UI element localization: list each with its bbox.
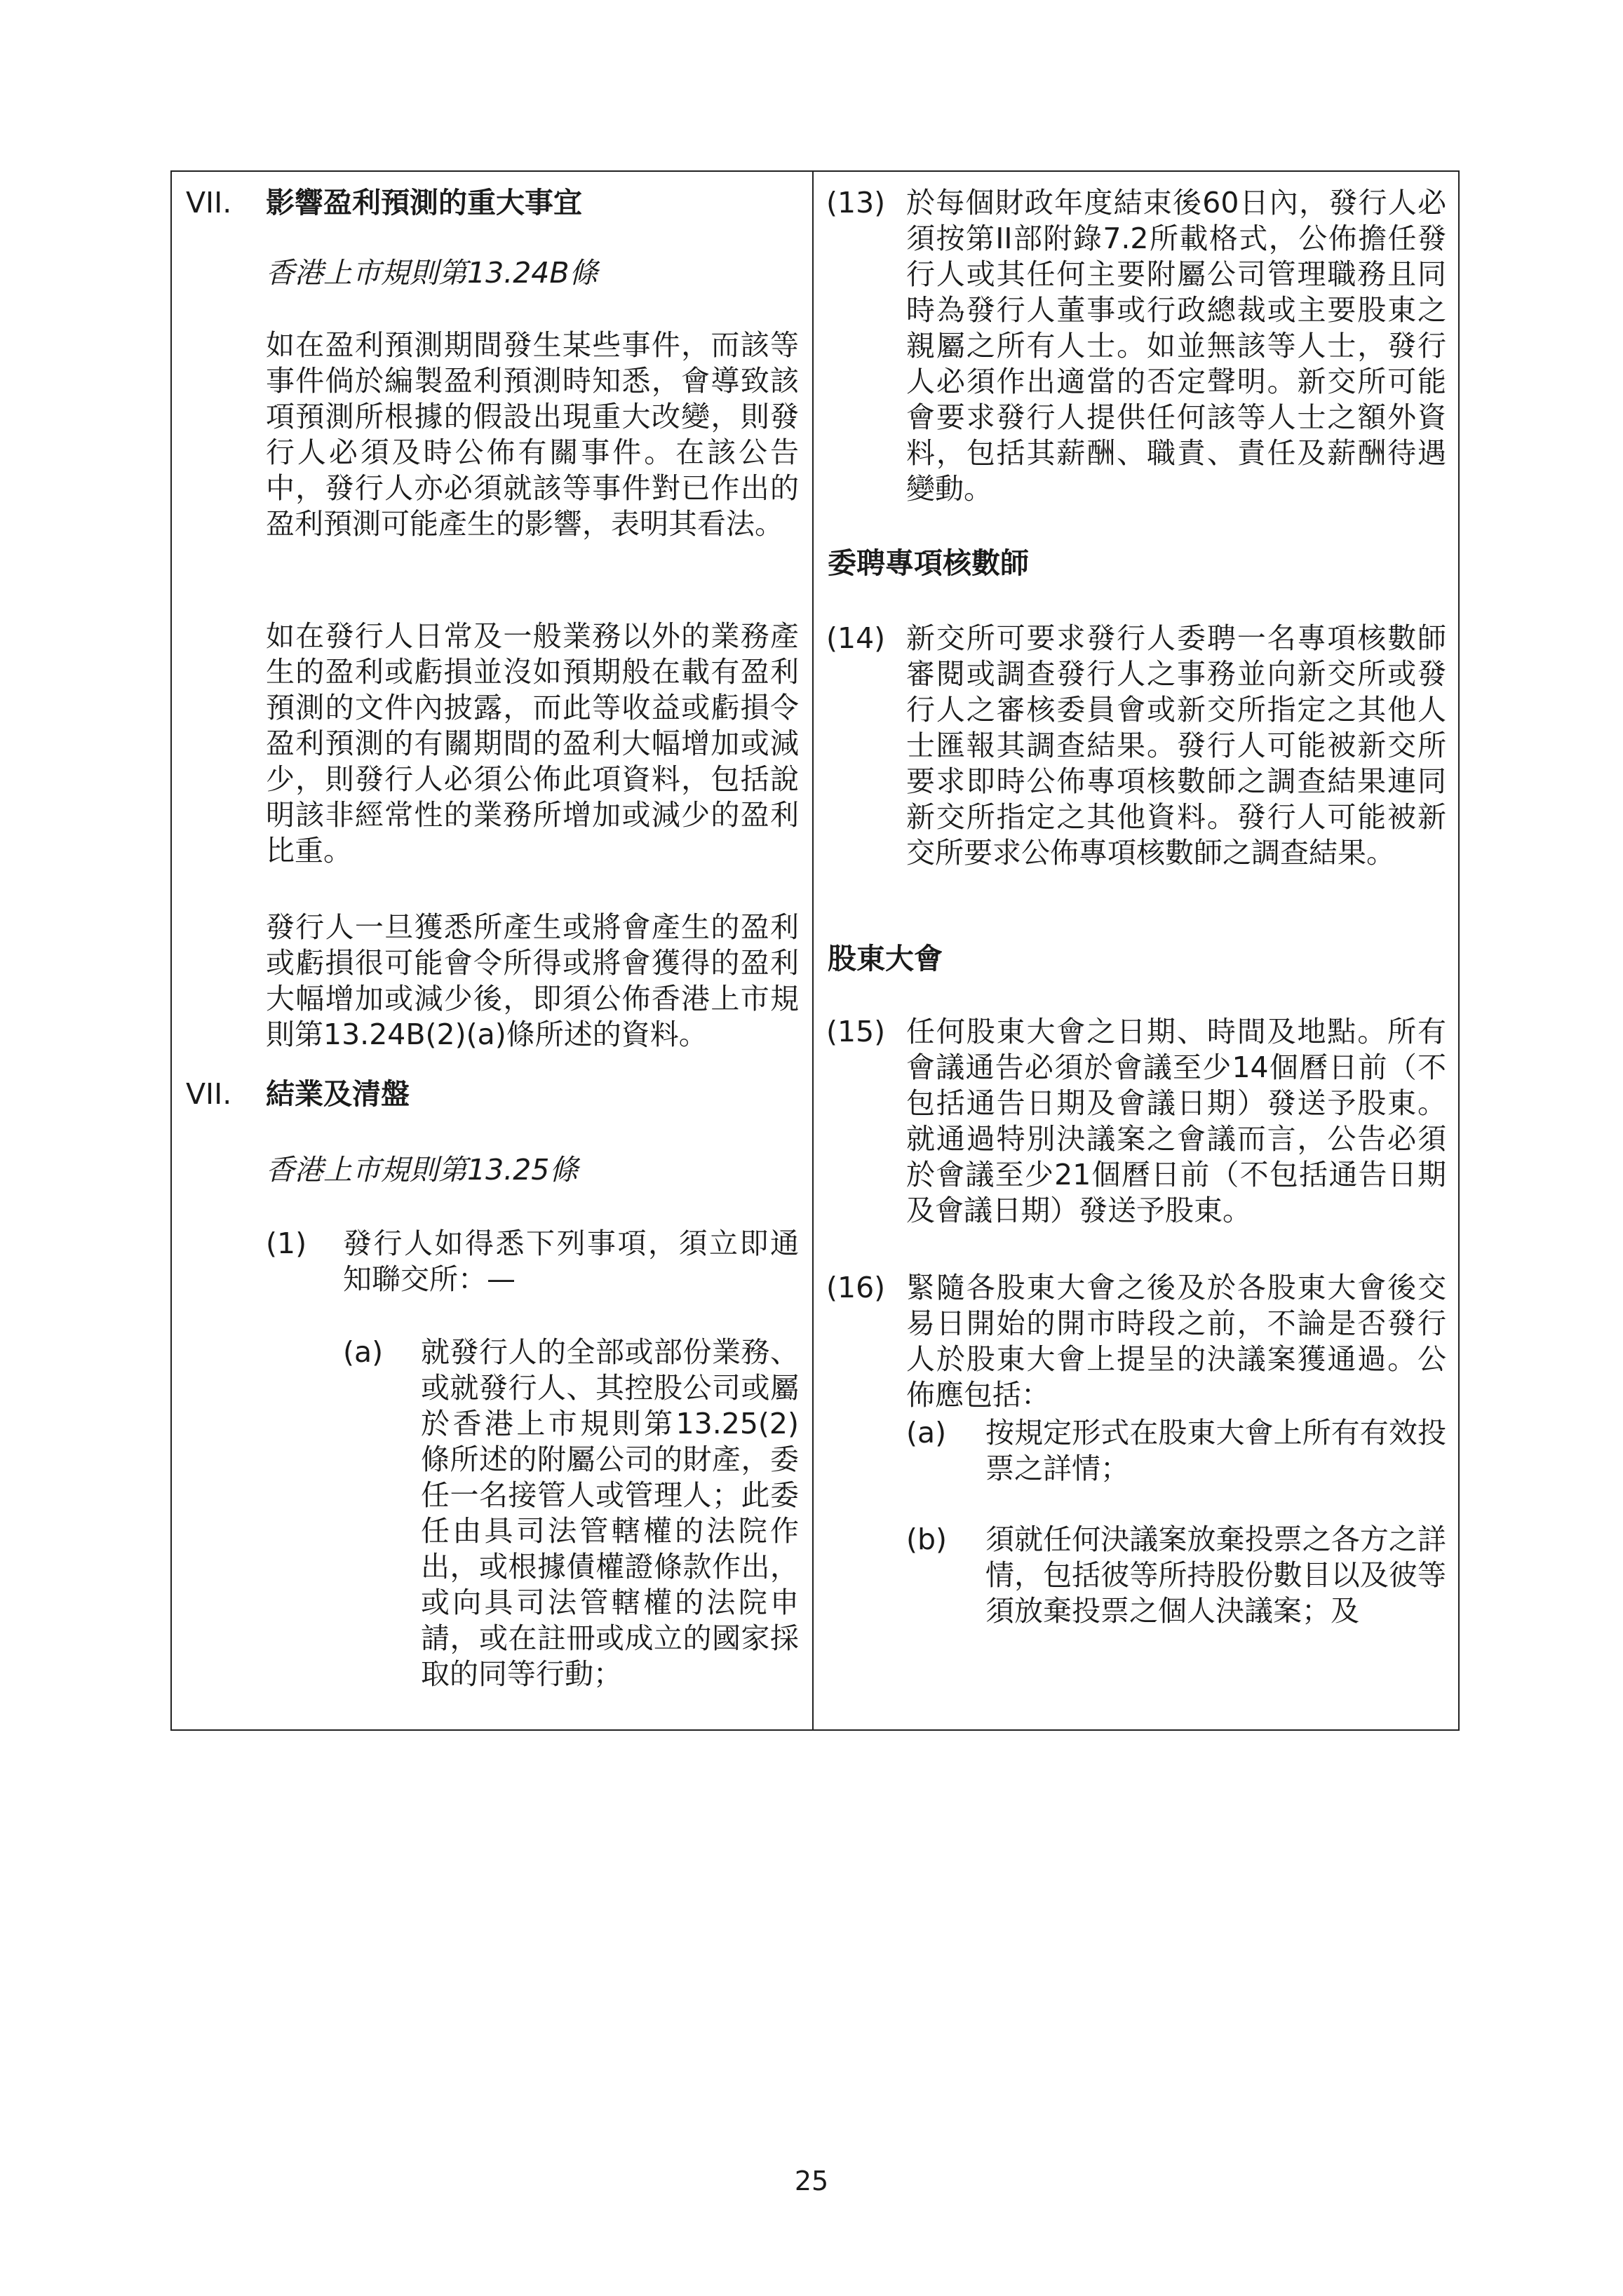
sub-item-letter: (a) [906,1416,947,1450]
item-number: (1) [266,1227,307,1260]
paragraph: 如在發行人日常及一般業務以外的業務產生的盈利或虧損並沒如預期般在載有盈利預測的文件內披露，而此等收益或虧損令盈利預測的有關期間的盈利大幅增加或減少，則發行人必須公佈此項資料，包括說明該非經常性的業務所增加或減少的盈利比重。 [266,619,799,867]
sub-item-letter: (a) [343,1335,384,1369]
section-roman-numeral: VII. [186,1077,232,1111]
section-heading: 委聘專項核數師 [828,546,1029,580]
section-roman-numeral: VII. [186,186,232,220]
list-item-text: 發行人如得悉下列事項，須立即通知聯交所：— [343,1227,799,1296]
rule-reference: 香港上市規則第13.25條 [266,1153,579,1187]
list-item-text: 任何股東大會之日期、時間及地點。所有會議通告必須於會議至少14個曆日前（不包括通告日期及會議日期）發送予股東。就通過特別決議案之會議而言，公告必須於會議至少21個曆日前（不包括通告日期及會議日期）發送予股東。 [906,1015,1446,1227]
section-heading: 影響盈利預測的重大事宜 [266,186,582,220]
item-number: (13) [826,186,886,220]
sub-item-letter: (b) [906,1522,948,1556]
list-item-text: 緊隨各股東大會之後及於各股東大會後交易日開始的開市時段之前，不論是否發行人於股東大會上提呈的決議案獲通過。公佈應包括： [906,1271,1446,1412]
list-item-text: 於每個財政年度結束後60日內，發行人必須按第II部附錄7.2所載格式，公佈擔任發行人或其任何主要附屬公司管理職務且同時為發行人董事或行政總裁或主要股東之親屬之所有人士。如並無該等人士，發行人必須作出適當的否定聲明。新交所可能會要求發行人提供任何該等人士之額外資料，包括其薪酬、職責、責任及薪酬待遇變動。 [906,186,1446,506]
paragraph: 如在盈利預測期間發生某些事件，而該等事件倘於編製盈利預測時知悉，會導致該項預測所根據的假設出現重大改變，則發行人必須及時公佈有關事件。在該公告中，發行人亦必須就該等事件對已作出的盈利預測可能產生的影響，表明其看法。 [266,328,799,541]
content-table [170,170,1460,1731]
page-number: 25 [794,2166,829,2196]
sub-item-text: 須就任何決議案放棄投票之各方之詳情，包括彼等所持股份數目以及彼等須放棄投票之個人決議案；及 [985,1522,1446,1628]
item-number: (16) [826,1271,886,1304]
section-heading: 結業及清盤 [266,1077,410,1111]
paragraph: 發行人一旦獲悉所產生或將會產生的盈利或虧損很可能會令所得或將會獲得的盈利大幅增加或減少後，即須公佈香港上市規則第13.24B(2)(a)條所述的資料。 [266,910,799,1051]
item-number: (14) [826,621,886,655]
section-heading: 股東大會 [828,942,943,975]
sub-item-text: 就發行人的全部或部份業務、或就發行人、其控股公司或屬於香港上市規則第13.25(2)條所述的附屬公司的財產，委任一名接管人或管理人；此委任由具司法管轄權的法院作出，或根據債權證條款作出，或向具司法管轄權的法院申請，或在註冊或成立的國家採取的同等行動； [421,1335,799,1691]
sub-item-text: 按規定形式在股東大會上所有有效投票之詳情； [985,1416,1446,1485]
list-item-text: 新交所可要求發行人委聘一名專項核數師審閱或調查發行人之事務並向新交所或發行人之審核委員會或新交所指定之其他人士匯報其調查結果。發行人可能被新交所要求即時公佈專項核數師之調查結果連同新交所指定之其他資料。發行人可能被新交所要求公佈專項核數師之調查結果。 [906,621,1446,870]
rule-reference: 香港上市規則第13.24B條 [266,256,598,290]
item-number: (15) [826,1015,886,1048]
column-divider [812,172,814,1729]
